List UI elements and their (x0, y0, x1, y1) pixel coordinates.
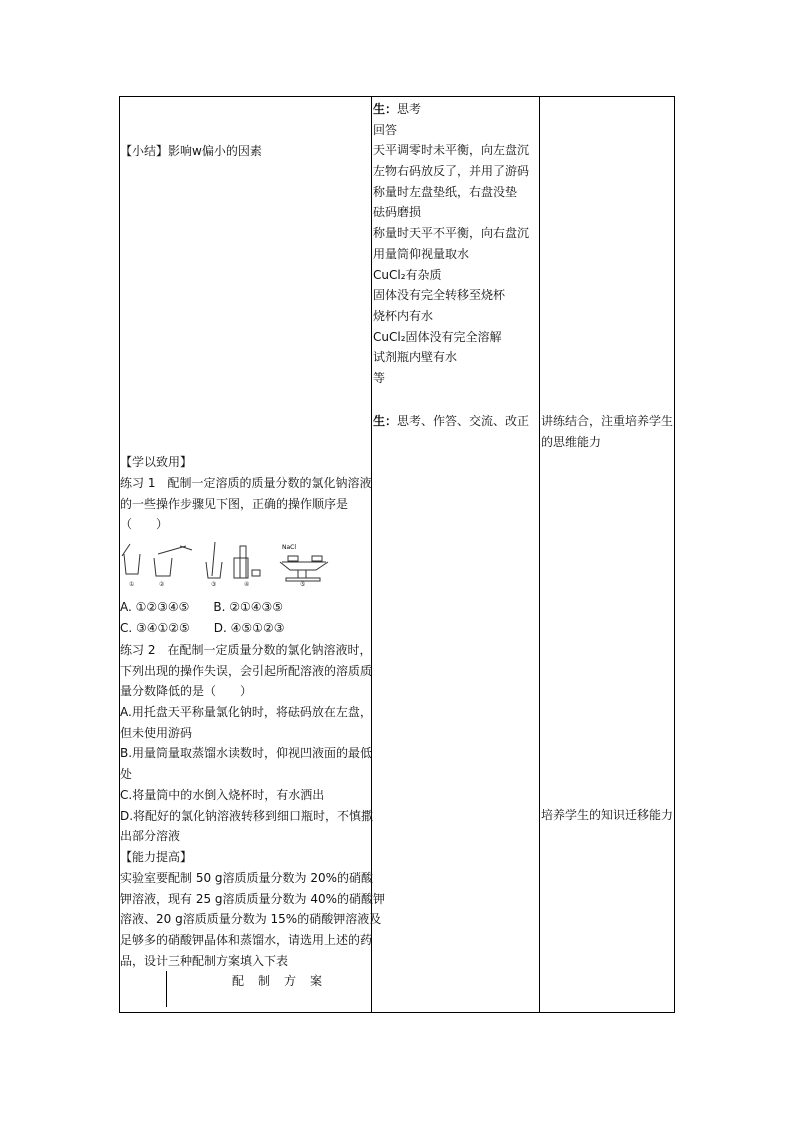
teaching-note-1 (541, 411, 673, 452)
plan-header: 配 制 方 案 (232, 974, 324, 988)
student-response-line: 固体没有完全转移至烧杯 (373, 288, 506, 303)
plan-table-header (120, 971, 372, 1007)
exercise-2-line: D.将配好的氯化钠溶液转移到细口瓶时，不慎撒 (120, 808, 374, 823)
teaching-note-2: 培养学生的知识迁移能力 (541, 808, 674, 822)
exercise-1-line: 的一些操作步骤见下图，正确的操作顺序是 (120, 496, 349, 511)
summary-title: 【小结】影响w偏小的因素 (120, 144, 262, 158)
student-response-1 (373, 99, 529, 389)
student-response-line: 砝码磨损 (373, 205, 422, 220)
exercise-2-line: 量分数降低的是（ ） (120, 684, 253, 699)
student-response-line: 等 (373, 370, 386, 385)
teaching-note-line: 的思维能力 (541, 434, 602, 449)
student-label: 生： (373, 414, 398, 428)
ability-line: 足够多的硝酸钾晶体和蒸馏水，请选用上述的药 (120, 933, 373, 948)
exercise-2-line: 出部分溶液 (120, 829, 181, 844)
fig-label: ① (129, 581, 135, 588)
lab-steps-illustration (120, 540, 340, 588)
fig-label: ④ (244, 581, 250, 588)
exercise-1-line: （ ） (120, 517, 169, 532)
lesson-table (119, 96, 675, 1013)
plan-table-divider (166, 971, 167, 1007)
ability-line: 钾溶液，现有 25 g溶质质量分数为 40%的硝酸钾 (120, 891, 386, 906)
student-response-line: 回答 (373, 122, 398, 137)
option-line: A. ①②③④⑤ B. ②①④③⑤ (120, 600, 284, 614)
student-response-first (373, 99, 529, 120)
student-response-line: 称量时天平不平衡，向右盘沉 (373, 226, 530, 241)
exercise-2-line: 处 (120, 767, 133, 782)
nacl-label: NaCl (282, 544, 297, 551)
lab-steps-figure (120, 540, 340, 588)
student-response-2-text: 思考、作答、交流、改正 (397, 414, 530, 428)
student-response-line: 试剂瓶内壁有水 (373, 350, 458, 365)
exercise-1-options (120, 597, 284, 638)
exercise-1-line: 练习 1 配制一定溶质的质量分数的氯化钠溶液 (120, 476, 372, 490)
exercise-2-line: 但未使用游码 (120, 725, 193, 740)
column-divider-2 (539, 97, 540, 1012)
fig-label: ③ (211, 581, 217, 588)
student-response-line: CuCl₂固体没有完全溶解 (373, 329, 502, 344)
exercise-2 (120, 640, 373, 847)
ability-heading: 【能力提高】 (120, 850, 193, 864)
student-response-line: 称量时左盘垫纸，右盘没垫 (373, 184, 518, 199)
ability-problem (120, 868, 385, 971)
exercise-2-line: A.用托盘天平称量氯化钠时，将砝码放在左盘， (120, 705, 372, 720)
exercise-2-line: 练习 2 在配制一定质量分数的氯化钠溶液时， (120, 643, 372, 657)
ability-line: 品，设计三种配制方案填入下表 (120, 953, 289, 968)
fig-label: ⑤ (300, 581, 306, 588)
ability-line: 实验室要配制 50 g溶质质量分数为 20%的硝酸 (120, 871, 374, 885)
student-response-first-text: 思考 (397, 102, 422, 116)
exercise-1 (120, 473, 371, 535)
student-response-2 (373, 411, 529, 432)
apply-heading: 【学以致用】 (120, 455, 193, 469)
exercise-2-line: 下列出现的操作失误，会引起所配溶液的溶质质 (120, 663, 373, 678)
fig-label: ② (159, 581, 165, 588)
option-line: C. ③④①②⑤ D. ④⑤①②③ (120, 620, 285, 635)
ability-line: 溶液、20 g溶质质量分数为 15%的硝酸钾溶液及 (120, 912, 382, 927)
student-response-line: 烧杯内有水 (373, 308, 434, 323)
student-response-line: 左物右码放反了，并用了游码 (373, 164, 530, 179)
student-response-line: CuCl₂有杂质 (373, 267, 442, 282)
exercise-2-line: B.用量筒量取蒸馏水读数时，仰视凹液面的最低 (120, 746, 373, 761)
student-label: 生： (373, 102, 398, 116)
student-response-line: 天平调零时未平衡，向左盘沉 (373, 143, 530, 158)
student-response-line: 用量筒仰视量取水 (373, 246, 470, 261)
teaching-note-line: 讲练结合，注重培养学生 (541, 414, 674, 428)
exercise-2-line: C.将量筒中的水倒入烧杯时，有水洒出 (120, 787, 325, 802)
